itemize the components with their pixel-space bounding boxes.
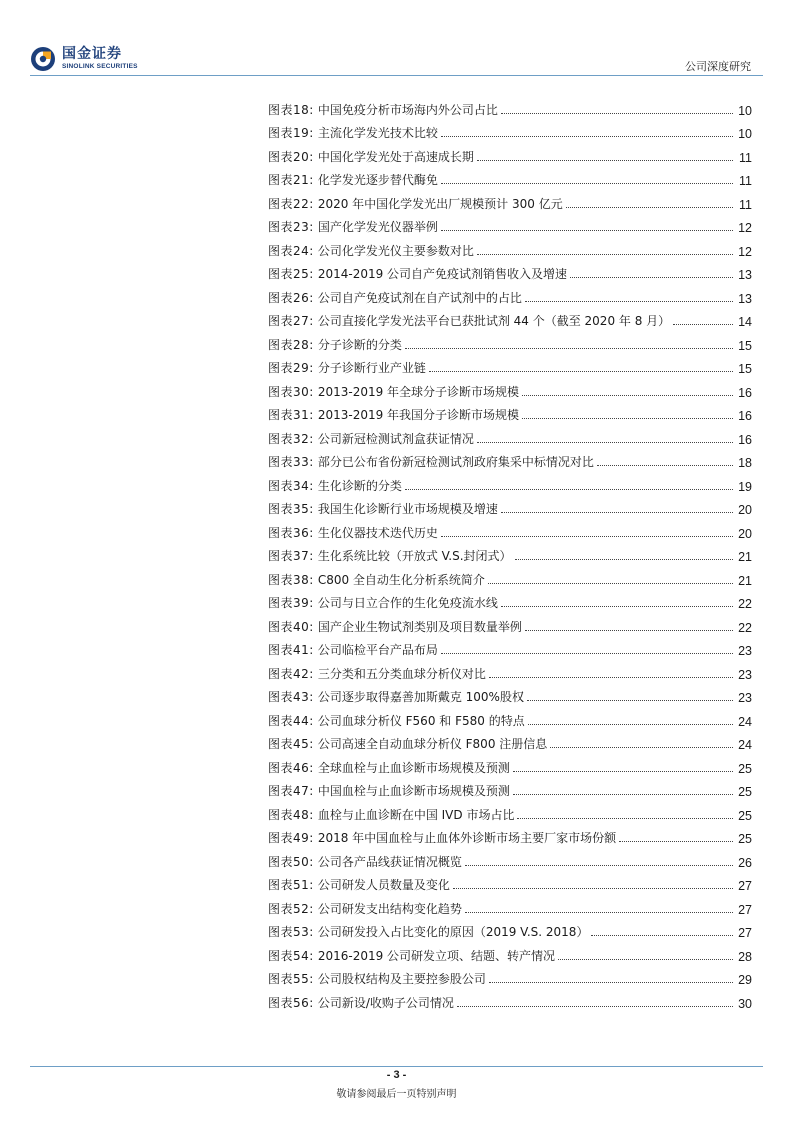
- toc-entry[interactable]: [268, 470, 752, 494]
- toc-entry[interactable]: [268, 752, 752, 776]
- toc-entry-label: 图表41:: [268, 643, 314, 657]
- toc-entry-label: 图表30:: [268, 384, 314, 399]
- toc-entry-label: 图表43:: [268, 690, 314, 704]
- toc-entry-title: 公司股权结构及主要控参股公司: [317, 972, 486, 986]
- toc-entry[interactable]: [268, 705, 752, 729]
- toc-entry[interactable]: [268, 353, 752, 377]
- toc-entry[interactable]: [268, 329, 752, 353]
- toc-dot-leader: [453, 888, 733, 889]
- header-divider: [30, 75, 763, 76]
- toc-entry-title: 公司研发投入占比变化的原因（2019 V.S. 2018）: [317, 925, 589, 939]
- toc-entry[interactable]: [268, 776, 752, 800]
- toc-entry-page: 23: [738, 667, 752, 682]
- toc-entry-title: 公司直接化学发光法平台已获批试剂 44 个（截至 2020 年 8 月）: [317, 314, 671, 328]
- toc-entry-title: 2016-2019 公司研发立项、结题、转产情况: [317, 948, 556, 963]
- toc-entry[interactable]: [268, 682, 752, 706]
- toc-entry-title: 分子诊断的分类: [317, 337, 402, 352]
- toc-entry-page: 16: [738, 432, 752, 447]
- toc-entry-page: 20: [738, 503, 752, 517]
- toc-entry-page: 16: [738, 409, 752, 423]
- toc-entry-title: 我国生化诊断行业市场规模及增速: [317, 502, 498, 516]
- toc-entry-label: 图表45:: [268, 737, 314, 751]
- toc-dot-leader: [501, 113, 733, 114]
- toc-entry-title: 2014-2019 公司自产免疫试剂销售收入及增速: [317, 267, 568, 281]
- toc-entry-label: 图表52:: [268, 901, 314, 916]
- toc-entry[interactable]: [268, 635, 752, 659]
- toc-entry-title: 生化诊断的分类: [317, 478, 402, 493]
- toc-entry[interactable]: [268, 235, 752, 259]
- logo-brand-cn: 国金证券: [62, 46, 122, 63]
- toc-dot-leader: [513, 794, 733, 795]
- toc-entry-title: 国产化学发光仪器举例: [317, 220, 438, 234]
- toc-entry-label: 图表48:: [268, 807, 314, 822]
- toc-entry-title: C800 全自动生化分析系统简介: [317, 572, 485, 587]
- toc-entry[interactable]: [268, 94, 752, 118]
- toc-entry-label: 图表29:: [268, 361, 314, 375]
- toc-entry-label: 图表49:: [268, 831, 314, 845]
- toc-dot-leader: [525, 630, 733, 631]
- toc-entry-page: 15: [738, 338, 752, 353]
- toc-entry-title: 生化仪器技术迭代历史: [317, 525, 438, 540]
- toc-entry[interactable]: [268, 799, 752, 823]
- toc-entry[interactable]: [268, 517, 752, 541]
- toc-entry-label: 图表36:: [268, 525, 314, 540]
- toc-entry-title: 公司与日立合作的生化免疫流水线: [317, 596, 498, 610]
- toc-entry-label: 图表44:: [268, 713, 314, 728]
- toc-dot-leader: [597, 465, 733, 466]
- toc-entry-title: 公司新设/收购子公司情况: [317, 995, 454, 1010]
- toc-entry-title: 公司研发人员数量及变化: [317, 878, 450, 892]
- toc-entry[interactable]: [268, 118, 752, 142]
- toc-entry-label: 图表50:: [268, 854, 314, 869]
- toc-entry-page: 19: [738, 479, 752, 494]
- toc-entry-page: 11: [739, 197, 752, 212]
- toc-dot-leader: [441, 536, 733, 537]
- toc-dot-leader: [441, 653, 733, 654]
- toc-entry-page: 27: [738, 926, 752, 940]
- toc-entry-page: 24: [738, 738, 752, 752]
- toc-entry-page: 11: [739, 174, 752, 188]
- toc-entry-title: 公司逐步取得嘉善加斯戴克 100%股权: [317, 690, 524, 704]
- toc-entry-page: 25: [738, 785, 752, 799]
- toc-dot-leader: [527, 700, 733, 701]
- toc-entry-label: 图表27:: [268, 314, 314, 328]
- toc-dot-leader: [489, 677, 733, 678]
- toc-entry-page: 18: [738, 456, 752, 470]
- toc-dot-leader: [619, 841, 733, 842]
- toc-entry-page: 22: [738, 597, 752, 611]
- toc-dot-leader: [566, 207, 733, 208]
- toc-dot-leader: [441, 136, 733, 137]
- toc-entry[interactable]: [268, 400, 752, 424]
- toc-dot-leader: [673, 324, 733, 325]
- toc-entry-page: 16: [738, 385, 752, 400]
- toc-entry-page: 15: [738, 362, 752, 376]
- toc-entry[interactable]: [268, 212, 752, 236]
- toc-dot-leader: [489, 982, 733, 983]
- toc-entry-page: 26: [738, 855, 752, 870]
- toc-entry-label: 图表34:: [268, 478, 314, 493]
- toc-dot-leader: [558, 959, 733, 960]
- toc-dot-leader: [525, 301, 733, 302]
- toc-dot-leader: [501, 606, 733, 607]
- toc-dot-leader: [570, 277, 733, 278]
- toc-entry-page: 13: [738, 268, 752, 282]
- toc-entry-title: 国产企业生物试剂类别及项目数量举例: [317, 619, 522, 634]
- toc-dot-leader: [591, 935, 733, 936]
- toc-entry-label: 图表38:: [268, 572, 314, 587]
- toc-entry[interactable]: [268, 611, 752, 635]
- toc-dot-leader: [522, 418, 733, 419]
- toc-entry-title: 全球血栓与止血诊断市场规模及预测: [317, 760, 510, 775]
- toc-entry-label: 图表25:: [268, 267, 314, 281]
- toc-entry[interactable]: [268, 987, 752, 1011]
- toc-entry[interactable]: [268, 423, 752, 447]
- toc-entry-title: 主流化学发光技术比较: [317, 126, 438, 140]
- toc-entry-page: 24: [738, 714, 752, 729]
- toc-entry-label: 图表21:: [268, 173, 314, 187]
- toc-dot-leader: [550, 747, 733, 748]
- toc-entry-page: 25: [738, 832, 752, 846]
- toc-entry-page: 11: [739, 150, 752, 165]
- toc-dot-leader: [465, 865, 733, 866]
- logo-mark-icon: [30, 46, 56, 72]
- toc-entry-title: 公司新冠检测试剂盒获证情况: [317, 431, 474, 446]
- toc-entry[interactable]: [268, 658, 752, 682]
- toc-entry-page: 29: [738, 973, 752, 987]
- toc-dot-leader: [528, 724, 733, 725]
- toc-entry-label: 图表46:: [268, 760, 314, 775]
- toc-entry[interactable]: [268, 141, 752, 165]
- toc-dot-leader: [477, 160, 733, 161]
- toc-entry-page: 23: [738, 691, 752, 705]
- table-of-figures: [268, 94, 752, 1011]
- toc-dot-leader: [405, 489, 733, 490]
- toc-entry-page: 12: [738, 221, 752, 235]
- toc-entry-title: 部分已公布省份新冠检测试剂政府集采中标情况对比: [317, 455, 594, 469]
- toc-entry-page: 25: [738, 761, 752, 776]
- toc-entry-title: 血栓与止血诊断在中国 IVD 市场占比: [317, 807, 515, 822]
- toc-dot-leader: [488, 583, 733, 584]
- toc-entry-label: 图表53:: [268, 925, 314, 939]
- toc-entry-title: 公司各产品线获证情况概览: [317, 854, 462, 869]
- toc-entry-title: 公司化学发光仪主要参数对比: [317, 243, 474, 258]
- toc-entry-page: 13: [738, 291, 752, 306]
- toc-entry-title: 2018 年中国血栓与止血体外诊断市场主要厂家市场份额: [317, 831, 617, 845]
- toc-entry-page: 10: [738, 127, 752, 141]
- toc-entry-label: 图表18:: [268, 102, 314, 117]
- toc-entry-title: 中国免疫分析市场海内外公司占比: [317, 102, 498, 117]
- toc-entry[interactable]: [268, 494, 752, 518]
- toc-entry-label: 图表19:: [268, 126, 314, 140]
- toc-entry-label: 图表26:: [268, 290, 314, 305]
- toc-entry-page: 22: [738, 620, 752, 635]
- toc-entry-label: 图表37:: [268, 549, 314, 563]
- toc-entry-label: 图表54:: [268, 948, 314, 963]
- toc-entry-label: 图表51:: [268, 878, 314, 892]
- toc-entry[interactable]: [268, 376, 752, 400]
- toc-entry-label: 图表24:: [268, 243, 314, 258]
- toc-entry-title: 化学发光逐步替代酶免: [317, 173, 438, 187]
- toc-entry[interactable]: [268, 940, 752, 964]
- toc-entry-page: 28: [738, 949, 752, 964]
- toc-entry-title: 公司高速全自动血球分析仪 F800 注册信息: [317, 737, 548, 751]
- toc-entry-page: 21: [738, 550, 752, 564]
- toc-dot-leader: [477, 254, 733, 255]
- toc-entry[interactable]: [268, 846, 752, 870]
- logo-brand-en: SINOLINK SECURITIES: [62, 63, 138, 71]
- toc-entry[interactable]: [268, 447, 752, 471]
- toc-entry-label: 图表56:: [268, 995, 314, 1010]
- toc-entry-label: 图表20:: [268, 149, 314, 164]
- toc-entry-label: 图表32:: [268, 431, 314, 446]
- toc-entry-page: 12: [738, 244, 752, 259]
- toc-entry-page: 20: [738, 526, 752, 541]
- toc-entry-title: 生化系统比较（开放式 V.S.封闭式）: [317, 549, 512, 563]
- company-logo: [30, 44, 138, 74]
- toc-entry[interactable]: [268, 188, 752, 212]
- toc-entry-page: 10: [738, 103, 752, 118]
- toc-entry-label: 图表22:: [268, 196, 314, 211]
- toc-entry[interactable]: [268, 165, 752, 189]
- toc-entry[interactable]: [268, 823, 752, 847]
- toc-entry-label: 图表33:: [268, 455, 314, 469]
- toc-entry-title: 中国化学发光处于高速成长期: [317, 149, 474, 164]
- toc-entry-page: 14: [738, 315, 752, 329]
- toc-dot-leader: [429, 371, 733, 372]
- footer-disclaimer: 敬请参阅最后一页特别声明: [336, 1089, 457, 1100]
- toc-entry[interactable]: [268, 870, 752, 894]
- document-type: 公司深度研究: [685, 60, 751, 73]
- toc-entry-label: 图表39:: [268, 596, 314, 610]
- footer-divider: [30, 1066, 763, 1067]
- toc-entry-title: 三分类和五分类血球分析仪对比: [317, 666, 486, 681]
- toc-entry[interactable]: [268, 893, 752, 917]
- toc-dot-leader: [441, 230, 733, 231]
- toc-dot-leader: [477, 442, 733, 443]
- toc-entry-label: 图表42:: [268, 666, 314, 681]
- toc-entry-title: 中国血栓与止血诊断市场规模及预测: [317, 784, 510, 798]
- toc-entry-page: 30: [738, 996, 752, 1011]
- toc-entry[interactable]: [268, 564, 752, 588]
- toc-dot-leader: [465, 912, 733, 913]
- toc-entry[interactable]: [268, 259, 752, 283]
- toc-entry-page: 27: [738, 902, 752, 917]
- toc-entry-title: 公司临检平台产品布局: [317, 643, 438, 657]
- toc-entry[interactable]: [268, 588, 752, 612]
- toc-entry[interactable]: [268, 541, 752, 565]
- toc-entry-title: 公司研发支出结构变化趋势: [317, 901, 462, 916]
- toc-entry-label: 图表40:: [268, 619, 314, 634]
- toc-entry-label: 图表23:: [268, 220, 314, 234]
- toc-entry-title: 2013-2019 年全球分子诊断市场规模: [317, 384, 520, 399]
- toc-dot-leader: [513, 771, 733, 772]
- toc-entry[interactable]: [268, 964, 752, 988]
- toc-entry-title: 公司自产免疫试剂在自产试剂中的占比: [317, 290, 522, 305]
- toc-entry-title: 2020 年中国化学发光出厂规模预计 300 亿元: [317, 196, 563, 211]
- toc-entry[interactable]: [268, 282, 752, 306]
- page-number: - 3 -: [386, 1069, 407, 1081]
- toc-entry-label: 图表28:: [268, 337, 314, 352]
- toc-dot-leader: [515, 559, 733, 560]
- toc-dot-leader: [522, 395, 733, 396]
- toc-entry-page: 27: [738, 879, 752, 893]
- toc-entry-page: 25: [738, 808, 752, 823]
- toc-entry-page: 23: [738, 644, 752, 658]
- toc-dot-leader: [517, 818, 733, 819]
- toc-dot-leader: [405, 348, 733, 349]
- toc-entry[interactable]: [268, 306, 752, 330]
- toc-dot-leader: [441, 183, 733, 184]
- toc-entry-label: 图表35:: [268, 502, 314, 516]
- toc-entry-page: 21: [738, 573, 752, 588]
- toc-entry-label: 图表55:: [268, 972, 314, 986]
- toc-dot-leader: [501, 512, 733, 513]
- toc-entry-label: 图表47:: [268, 784, 314, 798]
- toc-entry-label: 图表31:: [268, 408, 314, 422]
- toc-entry-title: 公司血球分析仪 F560 和 F580 的特点: [317, 713, 525, 728]
- toc-dot-leader: [457, 1006, 733, 1007]
- toc-entry[interactable]: [268, 729, 752, 753]
- toc-entry-title: 分子诊断行业产业链: [317, 361, 426, 375]
- toc-entry-title: 2013-2019 年我国分子诊断市场规模: [317, 408, 520, 422]
- toc-entry[interactable]: [268, 917, 752, 941]
- page-header: [0, 0, 793, 76]
